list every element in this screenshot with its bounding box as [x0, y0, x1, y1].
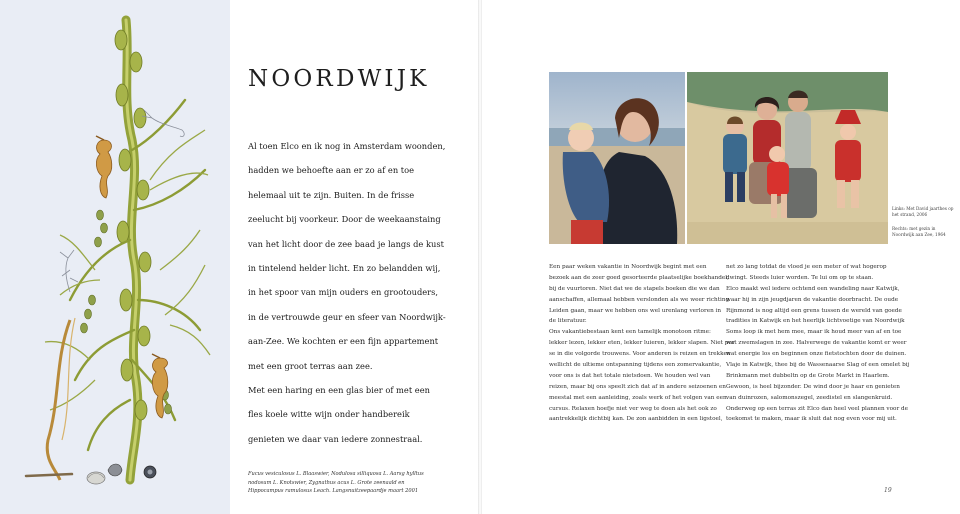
poem-line: Al toen Elco en ik nog in Amsterdam woonden,: [248, 141, 446, 151]
botanical-illustration: [0, 0, 230, 514]
body-line: wellicht de ultieme ontspanning tijdens een zomervakantie,: [549, 362, 722, 369]
poem-line: genieten we daar van iedere zonnestraal.: [248, 433, 423, 444]
body-line: Onderweg op een terras zit Elco dan heel veel plannen voor de: [726, 405, 909, 412]
body-line: toekomst te maken, maar ik sluit dat nog even voor mij uit.: [726, 416, 897, 423]
photo-caption-left: Links: Met David jaarthes op het strand, 2006: [892, 206, 954, 217]
poem-line: fles koele witte wijn onder handbereik: [248, 409, 410, 420]
pipefish-icon: [26, 474, 72, 476]
poem-line: in tintelend helder licht. En zo belandden wij,: [248, 262, 441, 273]
shell-icon: [87, 472, 105, 484]
photo-mother-child-beach: [549, 72, 685, 244]
seahorse-upper-icon: [96, 136, 112, 198]
body-line: Brinkmann met dubbeltn op de Grote Markt in Haarlem.: [726, 372, 890, 379]
body-line: bij de vuurtoren. Niet dat we de stapels boeken die we dan: [549, 285, 720, 292]
body-line: Vlaje in Katwijk, thee bij de Wassenaarse Slag of een omelet bij: [726, 362, 910, 369]
body-line: aanschaffen, allemaal hebben verslonden als we weer richting: [549, 296, 730, 303]
body-line: bezoek aan de zeer goed gesorteerde plaatselijke boekhandel,: [549, 274, 729, 281]
body-line: Rijnmond is nog altijd een grens tussen de wereld van goede: [726, 307, 902, 314]
page-number: 19: [884, 487, 892, 494]
body-line: Gewoon, is heel bijzonder. De wind door je haar en genieten: [726, 383, 900, 390]
shrimp-icon: [142, 110, 184, 137]
body-column-right: [726, 262, 910, 425]
poem-line: zeelucht bij voorkeur. Door de weekaanstaing: [248, 214, 441, 225]
body-line: waar hij in zijn jeugdjaren de vakantie doorbracht. De oude: [726, 296, 899, 303]
body-line: voor ons is dat het totale nietsdoen. We houden wel van: [549, 372, 711, 379]
illustration-caption: [248, 470, 470, 496]
page-title: NOORDWIJK: [248, 66, 430, 92]
body-line: de literatuur.: [549, 318, 587, 325]
body-line: cursus. Relaxen hoefje niet ver weg te doen als het ook zo: [549, 405, 717, 412]
body-column-left: [549, 262, 735, 425]
poem-line: met een groot terras aan zee.: [248, 360, 373, 371]
body-line: reizen, maar bij ons speelt zich dat af in andere seizoenen en: [549, 383, 726, 390]
body-line: meestal met een aanleiding, zoals werk of het volgen van een: [549, 394, 727, 401]
body-line: net zo lang totdat de vloed je een meter of wat hogerop: [726, 264, 887, 270]
caption-line: Hippocampus ramulosus Leach. Langsnuitzeepaardje maart 2001: [248, 488, 419, 495]
body-line: Elco maakt wel iedere ochtend een wandeling naar Katwijk,: [726, 285, 900, 292]
poem-line: in het spoor van mijn ouders en grootouders,: [248, 287, 439, 298]
poem-line: in de vertrouwde geur en sfeer van Noordwijk-: [248, 311, 446, 322]
body-line: lekker lezen, lekker eten, lekker luieren, lekker slapen. Niet per: [549, 340, 735, 347]
body-line: Een paar weken vakantie in Noordwijk begint met een: [549, 264, 707, 270]
snail-shell-icon: [144, 466, 156, 478]
photo-caption-right: Rechts: met gezin in Noordwijk aan Zee, 1964: [892, 226, 946, 237]
dune-photo-right: [687, 72, 888, 244]
body-line: aantrekkelijk dichtbij kan. De zon aanbidden in een ligstoel,: [549, 416, 723, 423]
caption-line: nodosum L. Knotswier, Zygnathus acus L. Grote zeenaald en: [248, 479, 405, 486]
body-line: dwingt. Steeds luier worden. Te lui om op te staan.: [726, 274, 874, 281]
beach-photo-left: [549, 72, 685, 244]
poem-line: helemaal uit te zijn. Buiten. In de frisse: [248, 189, 415, 200]
body-line: Leiden gaan, maar we hebben ons wel urenlang verloren in: [549, 307, 722, 314]
caption-line: Fucus vesiculosus L. Blaaswier, Nodulosa silliquosa L. Aarsg hylltus: [248, 471, 424, 477]
poem-line: aan-Zee. We kochten er een fijn appartement: [248, 336, 439, 347]
seaweed-seahorse-illustration: [0, 0, 230, 514]
photo-caption: [892, 206, 958, 246]
body-line: wat energie los en beginnen onze fietstochten door de duinen.: [726, 351, 907, 358]
body-line: tradities in Katwijk en het heerlijk lichtvoetige van Noordwijk: [726, 318, 905, 325]
poem-text: [248, 134, 463, 451]
body-line: Soms loop ik met hem mee, maar ik houd meer van af en toe: [726, 329, 902, 336]
photo-family-dunes: [687, 72, 888, 244]
body-line: se in die volgorde trouwens. Voor anderen is reizen en trekken: [549, 351, 731, 358]
body-line: Ons vakantiebestaan kent een tamelijk monotoon ritme:: [549, 329, 711, 336]
poem-line: van het licht door de zee baad je langs de kust: [248, 238, 444, 249]
poem-line: hadden we behoefte aan er zo af en toe: [248, 165, 415, 176]
body-line: van duinrozen, salomonszegel, zeedistel en slangenkruid.: [726, 394, 893, 401]
poem-line: Met een haring en een glas bier of met een: [248, 384, 430, 395]
body-line: wat zwemslagen in zee. Halverwege de vakantie komt er weer: [726, 340, 907, 347]
right-page: [482, 0, 960, 514]
periwinkle-icon: [108, 464, 122, 476]
